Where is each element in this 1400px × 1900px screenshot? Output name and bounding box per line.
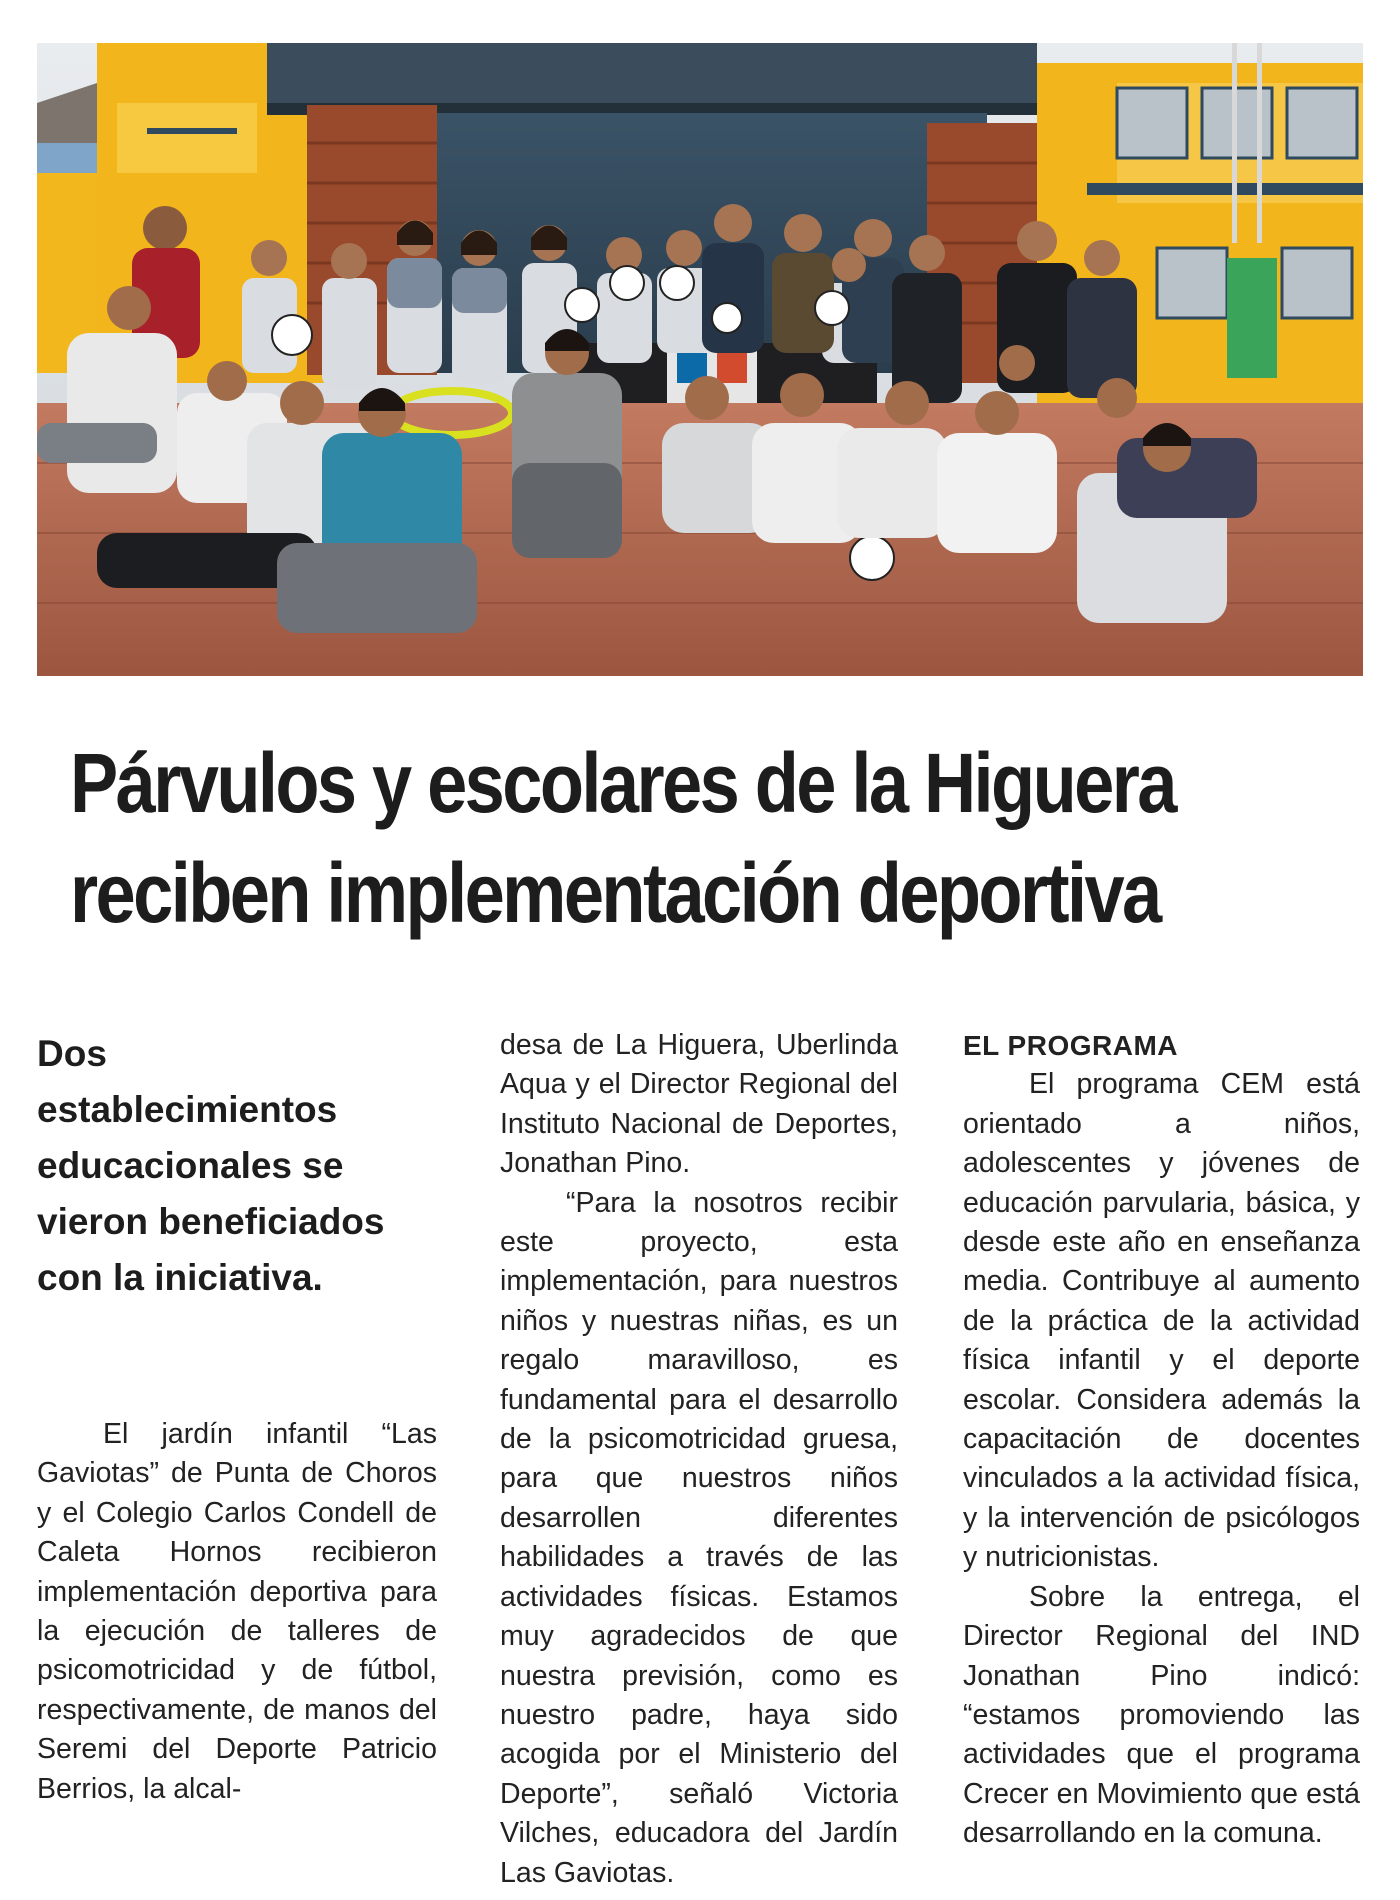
article-deck: Dos establecimientos educacionales se vieron beneficiados con la iniciativa. [37, 1033, 385, 1298]
article-photo [37, 43, 1363, 676]
headline-line-1: Párvulos y escolares de la Higuera [70, 736, 1175, 830]
headline-line-2: reciben implementación deportiva [70, 846, 1160, 940]
column-1-body [37, 1415, 437, 1809]
column-2-paragraph-1: desa de La Higuera, Uberlinda Aqua y el Director Regional del Instituto Nacional de Deportes, Jonathan Pino. [500, 1029, 898, 1180]
article-column-3 [963, 1026, 1360, 1854]
article-column-2 [500, 1026, 898, 1893]
column-3-paragraph-1: El programa CEM está orientado a niños, adolescentes y jóvenes de educación parvularia, básica, y desde este año en enseñanza media. Contribuye al aumento de la práctica de la actividad física infantil y el deporte escolar. Considera además la capacitación de docentes vinculados a la actividad física, y la intervención de psicólogos y nutricionistas. [963, 1068, 1360, 1574]
article-column-1 [37, 1026, 437, 1809]
section-subhead: EL PROGRAMA [963, 1030, 1178, 1061]
column-1-paragraph: El jardín infantil “Las Gaviotas” de Punta de Choros y el Colegio Carlos Condell de Caleta Hornos recibieron implementación deportiva para la ejecución de talleres de psicomotricidad y de fútbol, respectivamente, de manos del Seremi del Deporte Patricio Berrios, la alcal- [37, 1418, 437, 1805]
column-3-paragraph-2: Sobre la entrega, el Director Regional del IND Jonathan Pino indicó: “estamos promoviendo las actividades que el programa Crecer en Movimiento que está desarrollando en la comuna. [963, 1580, 1360, 1850]
article-headline [70, 728, 1175, 948]
photo-children-with-sports-equipment [37, 43, 1363, 676]
column-2-paragraph-2: “Para la nosotros recibir este proyecto, esta implementación, para nuestros niños y nuestras niñas, es un regalo maravilloso, es fundamental para el desarrollo de la psicomotricidad gruesa, para que nuestros niños desarrollen diferentes habilidades a través de las actividades físicas. Estamos muy agradecidos de que nuestra previsión, como es nuestro padre, haya sido acogida por el Ministerio del Deporte”, señaló Victoria Vilches, educadora del Jardín Las Gaviotas. [500, 1186, 898, 1889]
